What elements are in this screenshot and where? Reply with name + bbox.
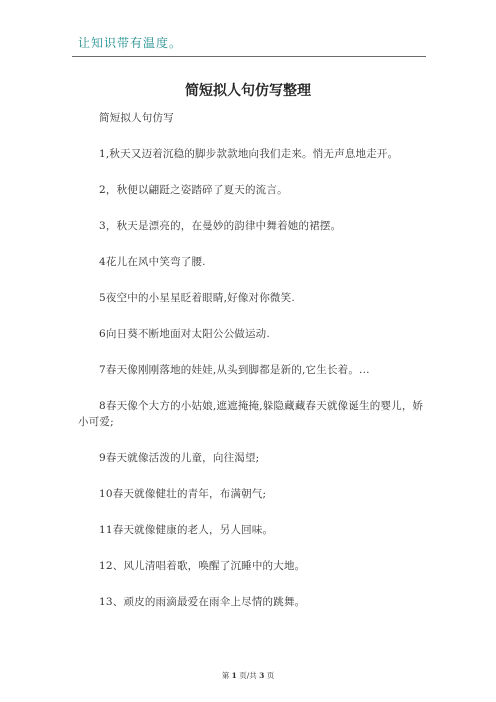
paragraph: 4花儿在风中笑弯了腰. <box>99 256 206 268</box>
footer-prefix: 第 <box>221 671 230 680</box>
header-slogan: 让知识带有温度。 <box>78 36 183 50</box>
paragraph: 6向日葵不断地面对太阳公公做运动. <box>99 328 270 340</box>
paragraph: 5夜空中的小星星眨着眼睛,好像对你微笑. <box>99 292 295 304</box>
footer-middle: 页/共 <box>239 671 257 680</box>
paragraph: 9春天就像活泼的儿童，向往渴望; <box>99 452 260 464</box>
current-page-number: 1 <box>231 671 237 680</box>
header-divider <box>72 56 426 57</box>
paragraph: 3，秋天是漂亮的，在曼妙的韵律中舞着她的裙摆。 <box>99 220 342 232</box>
paragraph: 12、风儿清唱着歌，唤醒了沉睡中的大地。 <box>99 560 306 572</box>
paragraph: 13、顽皮的雨滴最爱在雨伞上尽情的跳舞。 <box>99 596 306 608</box>
paragraph: 10春天就像健壮的青年，布满朝气; <box>99 488 267 500</box>
paragraph: 1,秋天又迈着沉稳的脚步款款地向我们走来。悄无声息地走开。 <box>99 148 399 160</box>
total-pages-number: 3 <box>259 671 265 680</box>
paragraph: 2，秋便以翩跹之姿踏碎了夏天的流言。 <box>99 184 288 196</box>
footer-suffix: 页 <box>266 671 275 680</box>
paragraph: 11春天就像健康的老人，另人回味。 <box>99 524 274 536</box>
paragraph: 7春天像刚刚落地的娃娃,从头到脚都是新的,它生长着。... <box>99 364 370 376</box>
paragraph: 8春天像个大方的小姑娘,遮遮掩掩,躲隐藏藏春天就像诞生的婴儿，娇小可爱; <box>78 400 424 428</box>
paragraph: 简短拟人句仿写 <box>99 112 174 124</box>
page-footer <box>0 670 496 681</box>
document-body <box>78 110 428 630</box>
document-title: 简短拟人句仿写整理 <box>185 83 311 99</box>
